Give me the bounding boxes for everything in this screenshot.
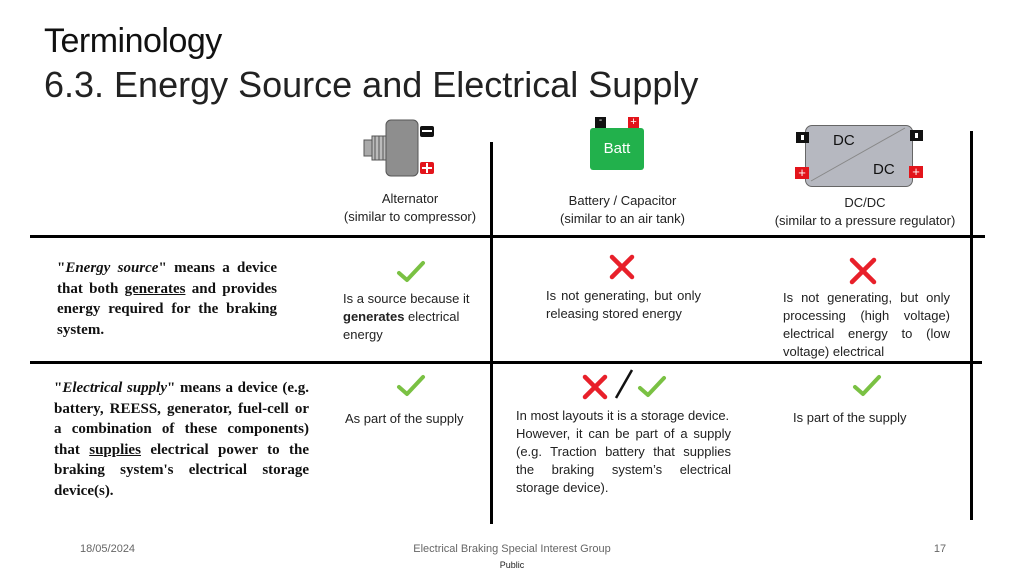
vertical-divider-left xyxy=(490,142,493,524)
dcdc-label-top: DC xyxy=(833,132,855,149)
alternator-caption-line2: (similar to compressor) xyxy=(343,209,477,224)
dcdc-minus-terminal-right xyxy=(910,130,923,141)
footer-date: 18/05/2024 xyxy=(80,543,136,555)
dcdc-caption-line2: (similar to a pressure regulator) xyxy=(774,213,956,228)
energy-source-definition: "Energy source" means a device that both generates and provides energy required for the braking system. xyxy=(57,260,277,338)
alternator-electrical-supply-text: As part of the supply xyxy=(345,411,464,426)
cross-slash-check-icon xyxy=(580,368,672,407)
alternator-caption-line1: Alternator xyxy=(381,191,439,206)
footer-page-number: 17 xyxy=(933,543,947,555)
dcdc-energy-source-text: Is not generating, but only processing (high voltage) electrical energy to (low voltage) electrical xyxy=(783,290,950,359)
page-title: Terminology xyxy=(44,22,222,60)
battery-electrical-supply-line2: However, it can be part of a supply (e.g. Traction battery that supplies the braking system’s electrical storage device). xyxy=(516,426,731,495)
dcdc-minus-terminal-left xyxy=(796,132,809,143)
battery-label: Batt xyxy=(603,140,631,157)
check-icon xyxy=(852,374,882,403)
battery-energy-source-text: Is not generating, but only releasing stored energy xyxy=(546,288,701,321)
vertical-divider-right xyxy=(970,131,973,520)
cross-icon xyxy=(848,256,878,291)
dcdc-plus-terminal-left: + xyxy=(795,167,809,179)
dcdc-converter-icon xyxy=(793,123,927,187)
alternator-energy-source-text: Is a source because it generates electrical energy xyxy=(343,291,470,342)
dcdc-label-bottom: DC xyxy=(873,161,895,178)
battery-caption-line2: (similar to an air tank) xyxy=(560,211,685,226)
supplies-keyword: supplies xyxy=(89,441,141,458)
horizontal-divider-top xyxy=(30,235,985,238)
alternator-caption xyxy=(330,190,490,226)
alternator-icon xyxy=(360,118,440,180)
battery-icon xyxy=(590,116,646,172)
battery-caption-line1: Battery / Capacitor xyxy=(568,193,677,208)
energy-source-term: Energy source xyxy=(65,260,159,276)
footer-organization: Electrical Braking Special Interest Group xyxy=(413,543,611,555)
battery-electrical-supply-text xyxy=(516,407,731,497)
generates-emphasis: generates xyxy=(343,309,405,324)
electrical-supply-term: Electrical supply xyxy=(62,380,167,396)
battery-electrical-supply-line1: In most layouts it is a storage device. xyxy=(516,408,730,423)
dcdc-caption-line1: DC/DC xyxy=(844,195,886,210)
check-icon xyxy=(396,260,426,289)
horizontal-divider-middle xyxy=(30,361,982,364)
battery-body xyxy=(590,128,644,170)
generates-keyword: generates xyxy=(124,280,186,297)
battery-minus-terminal: - xyxy=(595,117,606,128)
cross-icon xyxy=(608,253,636,286)
footer-classification: Public xyxy=(499,560,525,570)
dcdc-electrical-supply-text: Is part of the supply xyxy=(793,410,907,425)
battery-caption xyxy=(540,192,705,228)
dcdc-diagonal xyxy=(793,123,927,192)
page-subtitle: 6.3. Energy Source and Electrical Supply xyxy=(44,64,699,105)
dcdc-plus-terminal-right: + xyxy=(909,166,923,178)
check-icon xyxy=(396,374,426,403)
battery-plus-terminal: + xyxy=(628,117,639,128)
electrical-supply-definition: "Electrical supply" means a device (e.g. battery, REESS, generator, fuel-cell or a combination of these components) that supplies electrical power to the braking system's electrical storage device(s). xyxy=(54,380,309,499)
dcdc-caption xyxy=(760,194,970,230)
